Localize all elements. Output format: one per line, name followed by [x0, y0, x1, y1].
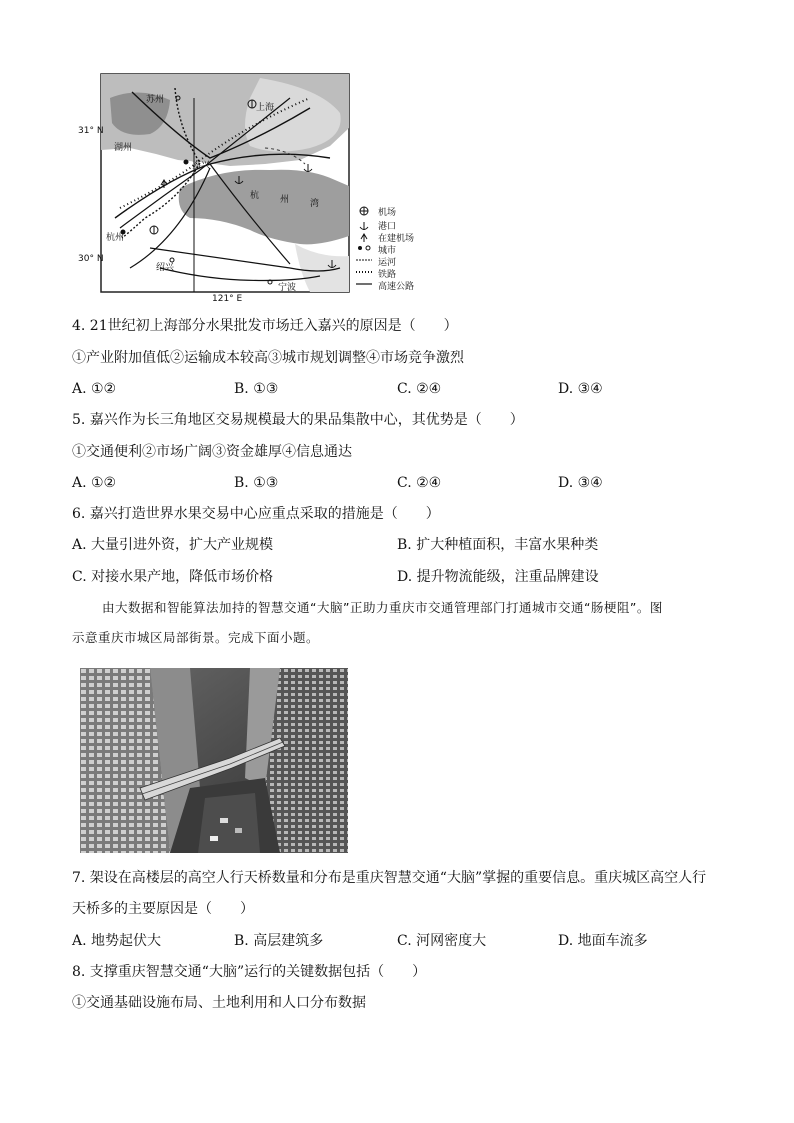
q4-option-c[interactable]: C. ②④ — [397, 381, 442, 397]
q8-stem: 8. 支撑重庆智慧交通“大脑”运行的关键数据包括（ ） — [72, 964, 427, 980]
legend-port-label: 港口 — [378, 222, 397, 232]
q7-option-d[interactable]: D. 地面车流多 — [558, 933, 648, 949]
q6-option-a[interactable]: A. 大量引进外资，扩大产业规模 — [72, 537, 274, 553]
q8-statement-1: ①交通基础设施布局、土地利用和人口分布数据 — [72, 995, 366, 1011]
q7-option-b[interactable]: B. 高层建筑多 — [234, 933, 324, 949]
legend-airport-construction-label: 在建机场 — [378, 234, 415, 244]
q4-option-a[interactable]: A. ①② — [72, 381, 117, 397]
q4-stem: 4. 21世纪初上海部分水果批发市场迁入嘉兴的原因是（ ） — [72, 318, 458, 334]
q5-option-c[interactable]: C. ②④ — [397, 475, 442, 491]
city-huzhou-label: 湖州 — [114, 143, 133, 153]
city-jiaxing-label: 嘉兴 — [192, 161, 211, 171]
q5-option-b[interactable]: B. ①③ — [234, 475, 279, 491]
q7-stem-line-2: 天桥多的主要原因是（ ） — [72, 901, 254, 917]
bay-char-3: 湾 — [310, 199, 320, 209]
q7-option-a[interactable]: A. 地势起伏大 — [72, 933, 162, 949]
q6-stem: 6. 嘉兴打造世界水果交易中心应重点采取的措施是（ ） — [72, 506, 440, 522]
city-ningbo-label: 宁波 — [278, 283, 297, 293]
q7-option-c[interactable]: C. 河网密度大 — [397, 933, 487, 949]
legend-city-label: 城市 — [378, 246, 397, 256]
city-shaoxing-label: 绍兴 — [156, 263, 175, 273]
q5-option-d[interactable]: D. ③④ — [558, 475, 603, 491]
q6-option-b[interactable]: B. 扩大种植面积，丰富水果种类 — [397, 537, 599, 553]
q4-statements: ①产业附加值低②运输成本较高③城市规划调整④市场竞争激烈 — [72, 350, 464, 366]
legend-airport-label: 机场 — [378, 208, 397, 218]
legend-canal-label: 运河 — [378, 258, 397, 268]
q5-statements: ①交通便利②市场广阔③资金雄厚④信息通达 — [72, 444, 352, 460]
city-hangzhou-label: 杭州 — [106, 233, 125, 243]
city-shanghai-label: 上海 — [256, 103, 275, 113]
map-lat-30-label: 30° N — [78, 254, 104, 264]
bay-char-2: 州 — [280, 195, 290, 205]
map-lat-31-label: 31° N — [78, 126, 104, 136]
city-suzhou-label: 苏州 — [146, 95, 165, 105]
q5-stem: 5. 嘉兴作为长三角地区交易规模最大的果品集散中心，其优势是（ ） — [72, 412, 524, 428]
chongqing-street-photo — [80, 668, 348, 853]
q6-option-c[interactable]: C. 对接水果产地，降低市场价格 — [72, 569, 274, 585]
street-photo — [80, 668, 348, 853]
passage-line-1: 由大数据和智能算法加持的智慧交通“大脑”正助力重庆市交通管理部门打通城市交通“肠梗阻”。图 — [102, 600, 663, 615]
q7-stem-line-1: 7. 架设在高楼层的高空人行天桥数量和分布是重庆智慧交通“大脑”掌握的重要信息。重庆城区高空人行 — [72, 870, 707, 886]
q4-option-d[interactable]: D. ③④ — [558, 381, 603, 397]
map-lon-121-label: 121° E — [212, 294, 243, 304]
yangtze-delta-map — [60, 68, 420, 308]
bay-char-1: 杭 — [250, 191, 260, 201]
legend-railway-label: 铁路 — [378, 270, 397, 280]
passage-line-2: 示意重庆市城区局部街景。完成下面小题。 — [72, 630, 320, 645]
q4-option-b[interactable]: B. ①③ — [234, 381, 279, 397]
q6-option-d[interactable]: D. 提升物流能级，注重品牌建设 — [397, 569, 599, 585]
legend-highway-label: 高速公路 — [378, 282, 415, 292]
map-figure — [60, 68, 420, 308]
q5-option-a[interactable]: A. ①② — [72, 475, 117, 491]
